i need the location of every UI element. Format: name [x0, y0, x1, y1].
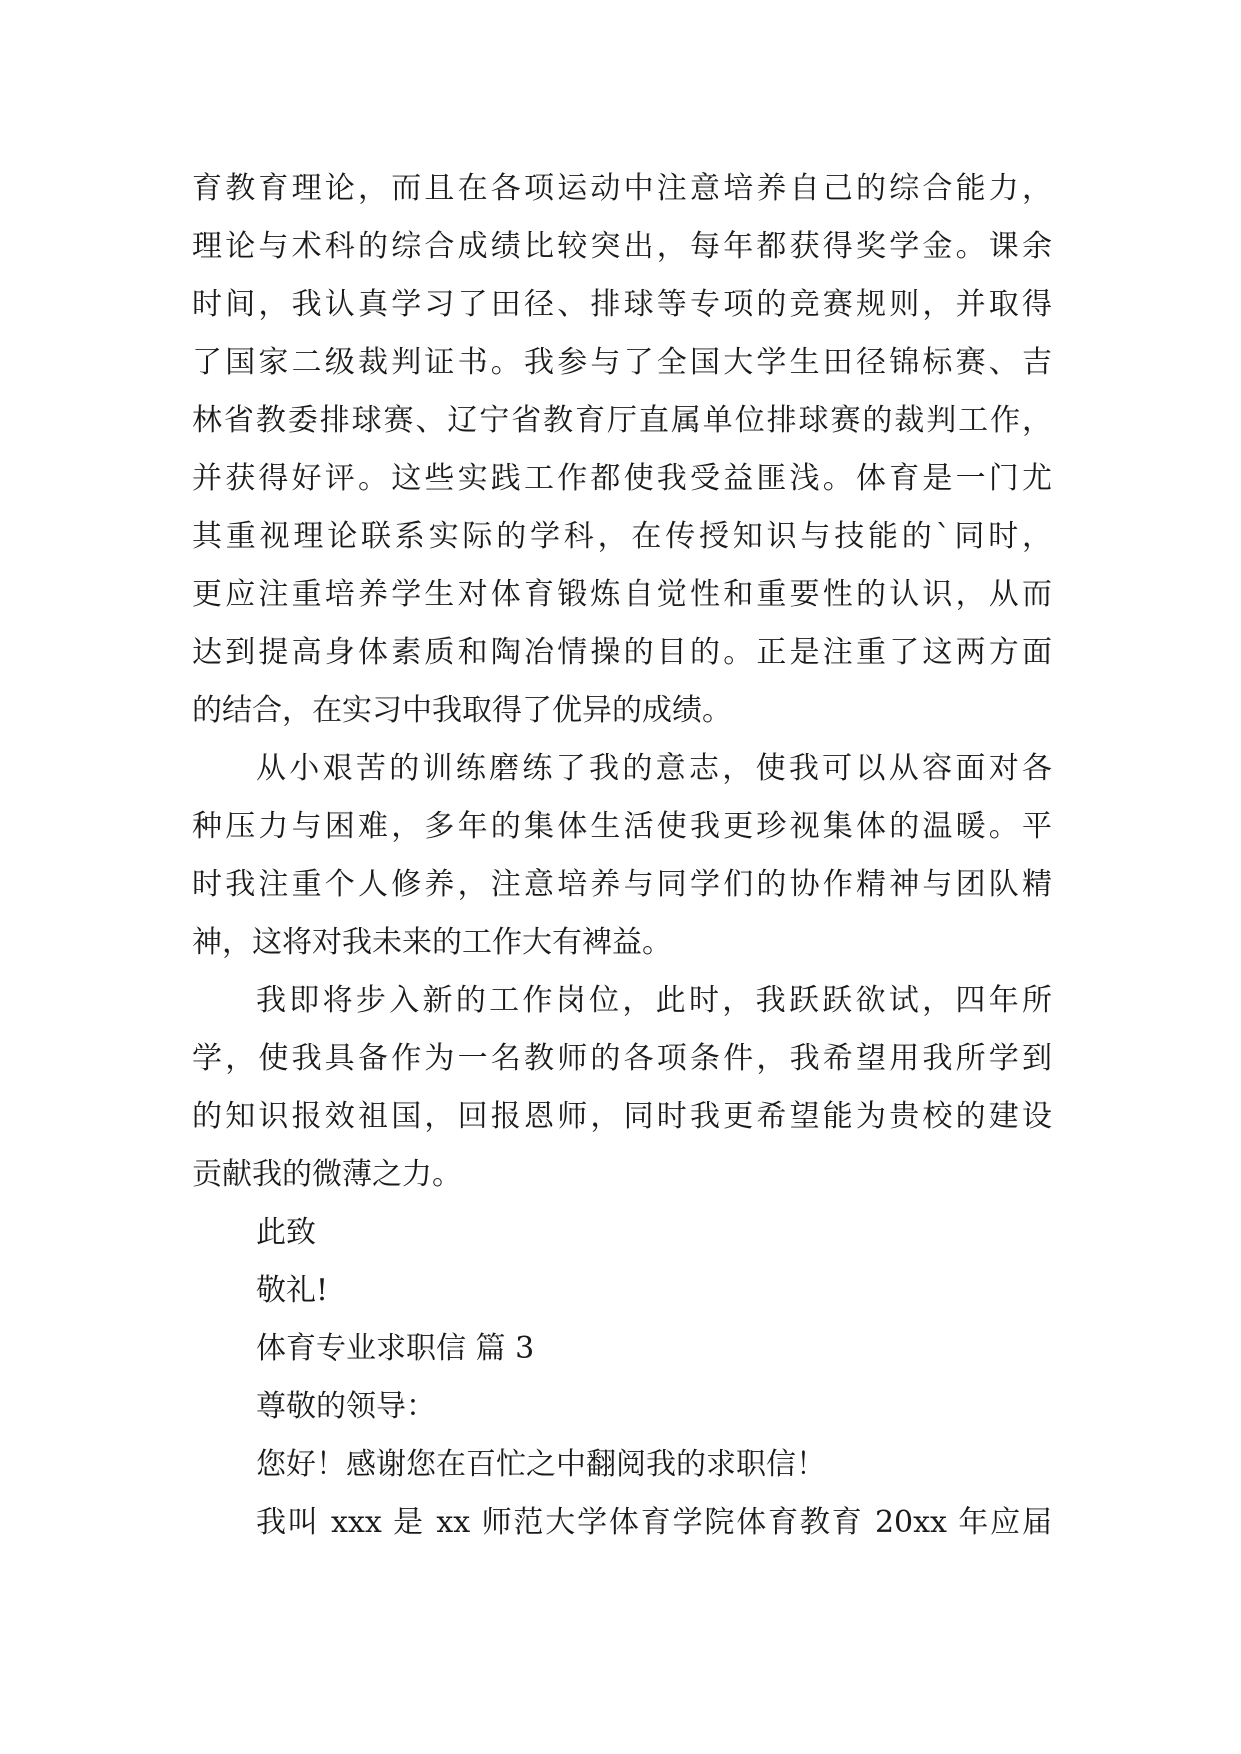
text-line: 种压力与困难，多年的集体生活使我更珍视集体的温暖。平	[192, 809, 1052, 844]
text-line: 的知识报效祖国，回报恩师，同时我更希望能为贵校的建设	[192, 1099, 1052, 1134]
text-line: 并获得好评。这些实践工作都使我受益匪浅。体育是一门尤	[192, 461, 1052, 496]
salutation: 尊敬的领导：	[256, 1389, 436, 1424]
text-line: 学，使我具备作为一名教师的各项条件，我希望用我所学到	[192, 1041, 1052, 1076]
paragraph-aspiration	[192, 972, 1052, 1204]
paragraph-character	[192, 740, 1052, 972]
text-line: 我即将步入新的工作岗位，此时，我跃跃欲试，四年所	[256, 983, 1052, 1018]
letter-body	[192, 160, 1052, 1552]
greeting: 您好！感谢您在百忙之中翻阅我的求职信！	[256, 1447, 826, 1482]
text-line: 神，这将对我未来的工作大有裨益。	[192, 925, 672, 960]
text-line: 时间，我认真学习了田径、排球等专项的竞赛规则，并取得	[192, 287, 1052, 322]
text-line: 时我注重个人修养，注意培养与同学们的协作精神与团队精	[192, 867, 1052, 902]
text-line: 达到提高身体素质和陶冶情操的目的。正是注重了这两方面	[192, 635, 1052, 670]
text-line: 更应注重培养学生对体育锻炼自觉性和重要性的认识，从而	[192, 577, 1052, 612]
intro-line: 我叫 xxx 是 xx 师范大学体育学院体育教育 20xx 年应届	[256, 1505, 1052, 1540]
text-line: 贡献我的微薄之力。	[192, 1157, 462, 1192]
text-line: 林省教委排球赛、辽宁省教育厅直属单位排球赛的裁判工作，	[192, 403, 1052, 438]
text-line: 的结合，在实习中我取得了优异的成绩。	[192, 693, 732, 728]
text-line: 了国家二级裁判证书。我参与了全国大学生田径锦标赛、吉	[192, 345, 1052, 380]
text-line: 从小艰苦的训练磨练了我的意志，使我可以从容面对各	[256, 751, 1052, 786]
text-line: 育教育理论，而且在各项运动中注意培养自己的综合能力，	[192, 171, 1052, 206]
text-line: 其重视理论联系实际的学科，在传授知识与技能的`同时，	[192, 519, 1052, 554]
text-line: 理论与术科的综合成绩比较突出，每年都获得奖学金。课余	[192, 229, 1052, 264]
paragraph-education	[192, 160, 1052, 740]
section-title: 体育专业求职信 篇 3	[256, 1331, 535, 1366]
closing-line: 此致	[256, 1215, 316, 1250]
closing-salute: 敬礼!	[256, 1273, 329, 1308]
